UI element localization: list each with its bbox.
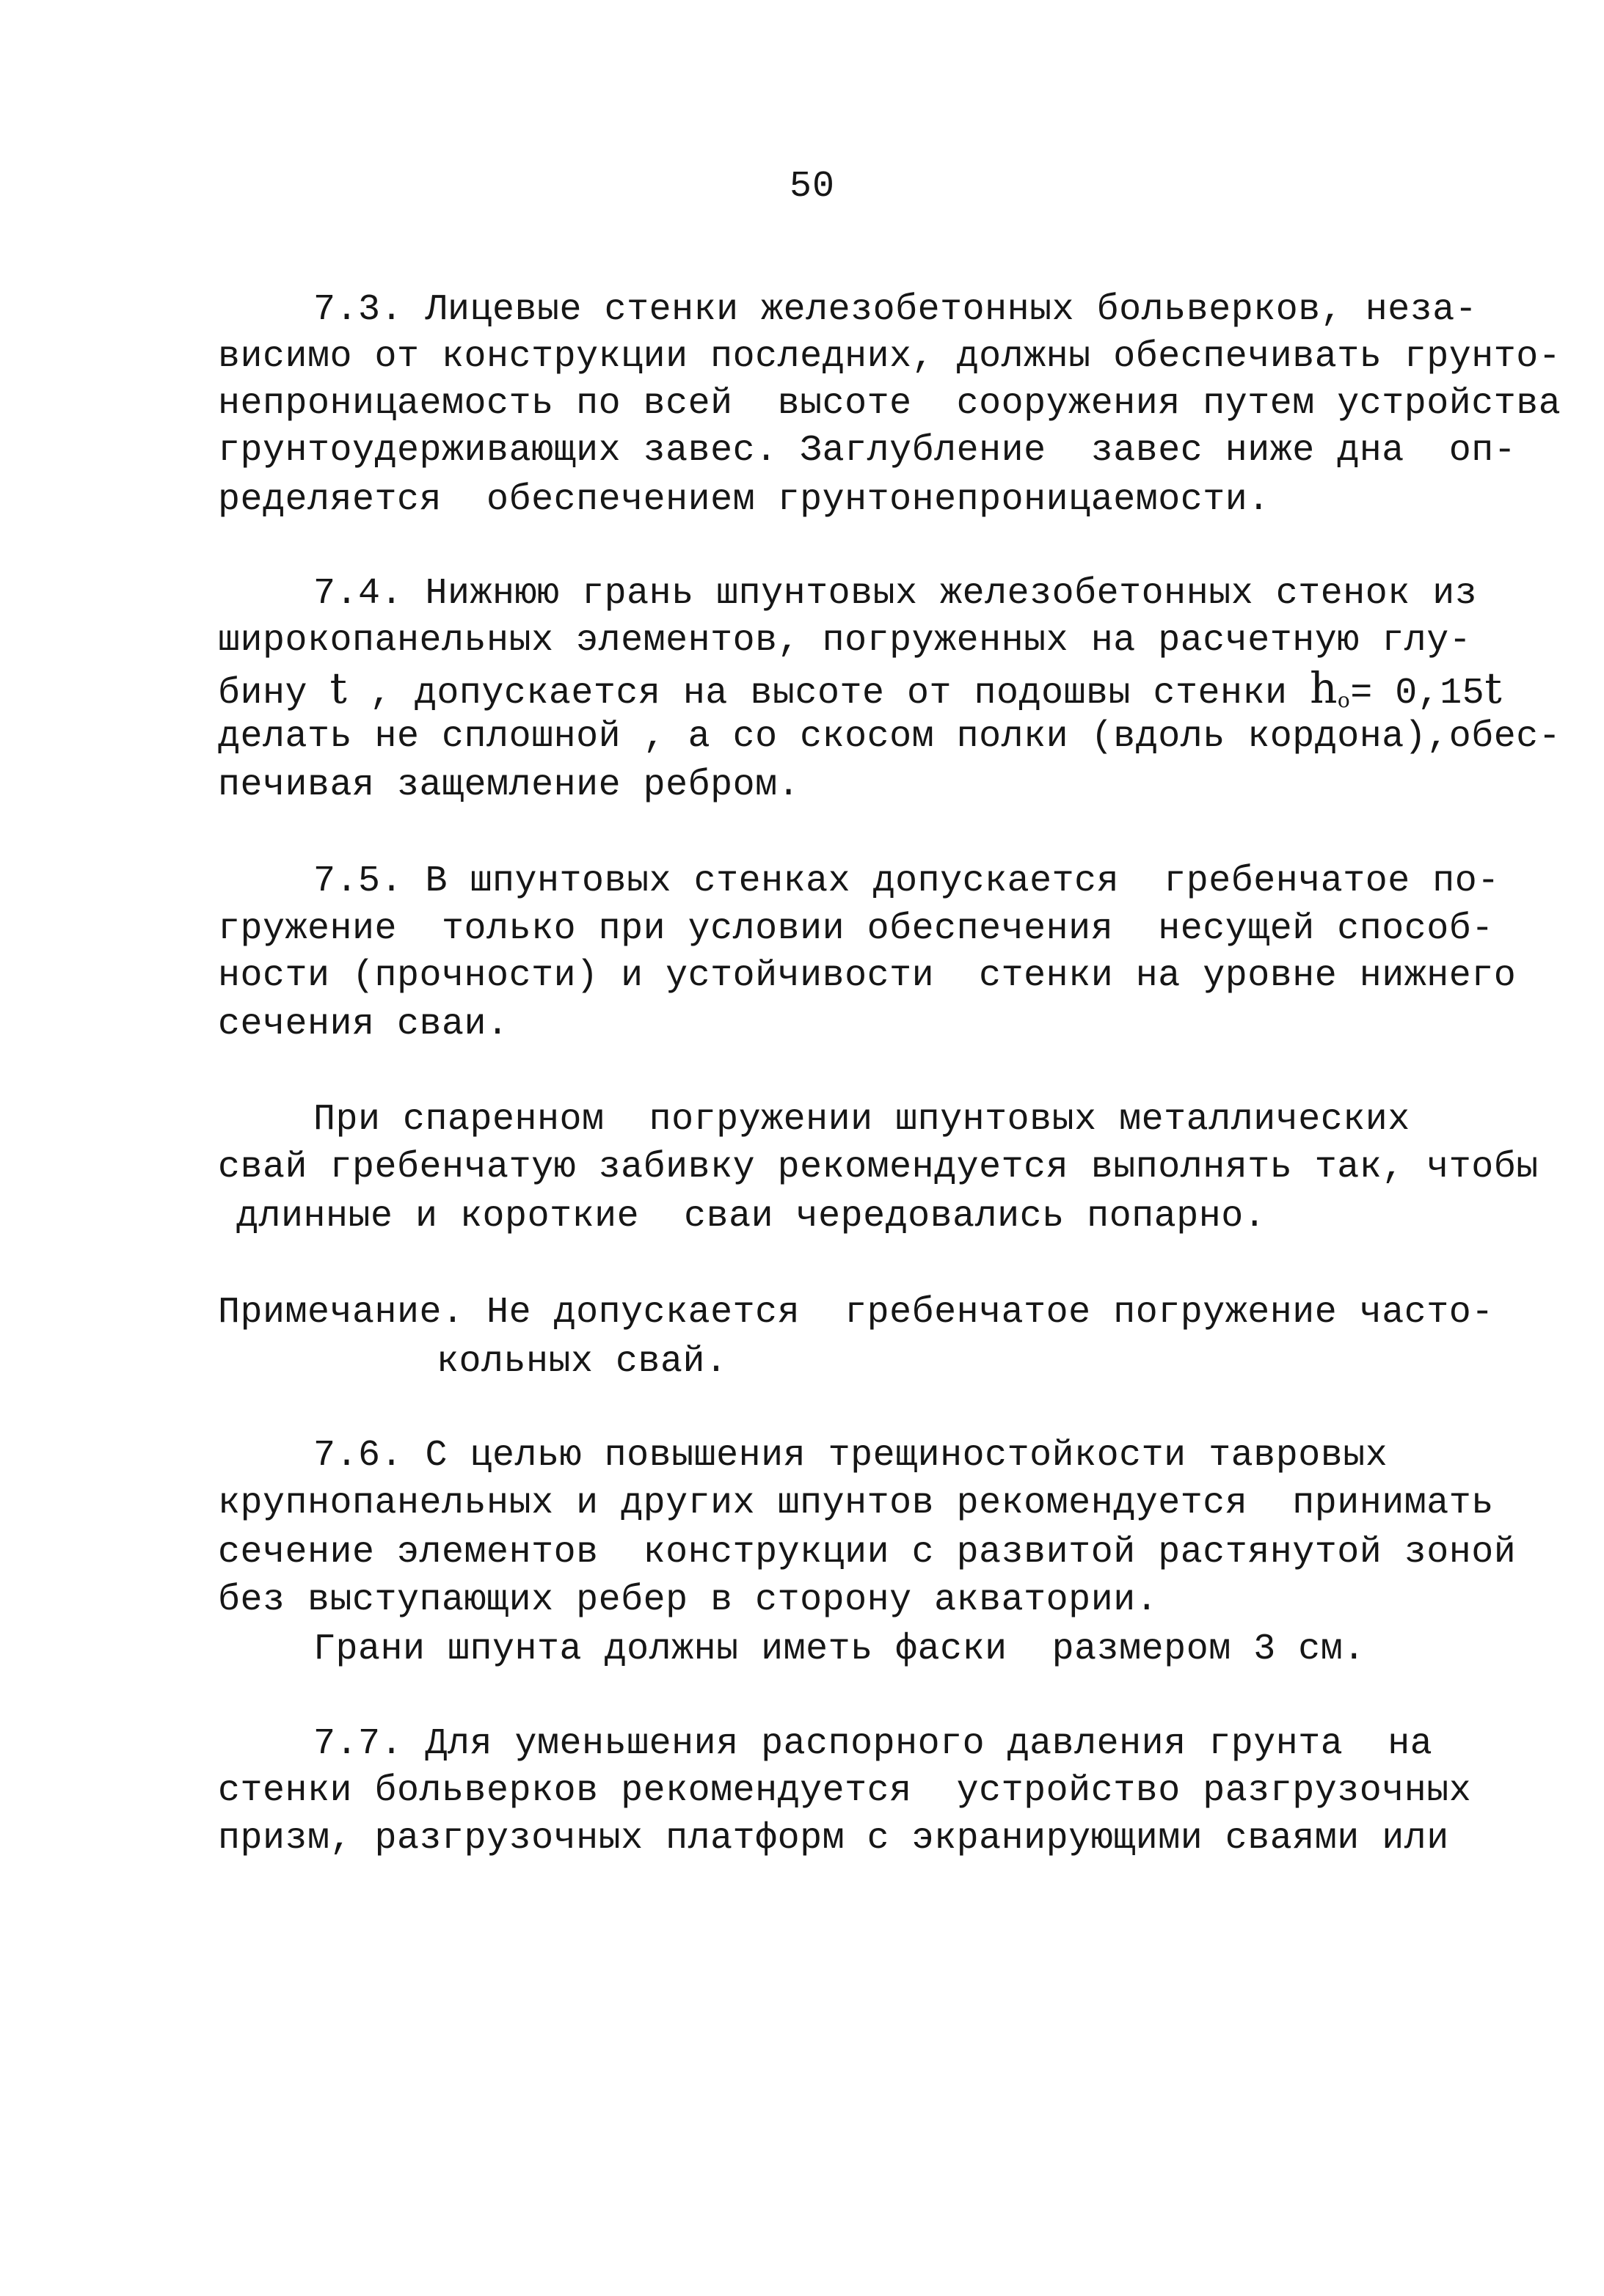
text-line: грунтоудерживающих завес. Заглубление завес ниже дна оп-	[218, 430, 1517, 472]
text-line: без выступающих ребер в сторону акватории.	[218, 1579, 1159, 1621]
text-line: висимо от конструкции последних, должны обеспечивать грунто-	[218, 336, 1561, 378]
subscript-o: o	[1337, 688, 1351, 712]
text-line: свай гребенчатую забивку рекомендуется выполнять так, чтобы	[218, 1147, 1539, 1188]
variable-h	[1310, 663, 1350, 713]
text-line: 7.5. В шпунтовых стенках допускается гребенчатое по-	[313, 860, 1500, 902]
text-line: делать не сплошной , а со скосом полки (вдоль кордона),обес-	[218, 716, 1561, 758]
text-fragment: , допускается на высоте от подошвы стенки	[347, 673, 1310, 714]
text-line: 7.6. С целью повышения трещиностойкости тавровых	[313, 1435, 1388, 1477]
text-line: При спаренном погружении шпунтовых металлических	[313, 1099, 1410, 1141]
text-line: 7.3. Лицевые стенки железобетонных больверков, неза-	[313, 289, 1478, 331]
text-fragment: бину	[218, 673, 330, 714]
text-line: ности (прочности) и устойчивости стенки на уровне нижнего	[218, 955, 1517, 997]
text-line: печивая защемление ребром.	[218, 764, 801, 806]
text-line: кольных свай.	[437, 1341, 728, 1383]
text-line: Примечание. Не допускается гребенчатое погружение часто-	[218, 1292, 1494, 1334]
page-number: 50	[790, 166, 836, 208]
text-line: сечение элементов конструкции с развитой растянутой зоной	[218, 1532, 1517, 1573]
text-line: сечения сваи.	[218, 1003, 509, 1045]
text-line: 7.4. Нижнюю грань шпунтовых железобетонных стенок из	[313, 573, 1478, 615]
text-line: длинные и короткие сваи чередовались попарно.	[236, 1196, 1266, 1237]
variable-t: t	[1484, 663, 1503, 713]
variable-h-letter: h	[1310, 663, 1338, 713]
text-line: крупнопанельных и других шпунтов рекомендуется принимать	[218, 1482, 1494, 1524]
text-line: 7.7. Для уменьшения распорного давления грунта на	[313, 1723, 1433, 1765]
text-line: гружение только при условии обеспечения несущей способ-	[218, 908, 1494, 950]
text-line-with-formula	[218, 663, 1503, 723]
text-line: призм, разгрузочных платформ с экранирующими сваями или	[218, 1818, 1449, 1860]
text-line: непроницаемость по всей высоте сооружения путем устройства	[218, 383, 1561, 425]
variable-t: t	[329, 663, 348, 713]
text-line: ределяется обеспечением грунтонепроницаемости.	[218, 479, 1270, 521]
text-line: стенки больверков рекомендуется устройство разгрузочных	[218, 1770, 1472, 1812]
text-fragment: = 0,15	[1350, 673, 1485, 714]
text-line: широкопанельных элементов, погруженных на расчетную глу-	[218, 620, 1472, 662]
text-line: Грани шпунта должны иметь фаски размером 3 см.	[313, 1628, 1366, 1670]
